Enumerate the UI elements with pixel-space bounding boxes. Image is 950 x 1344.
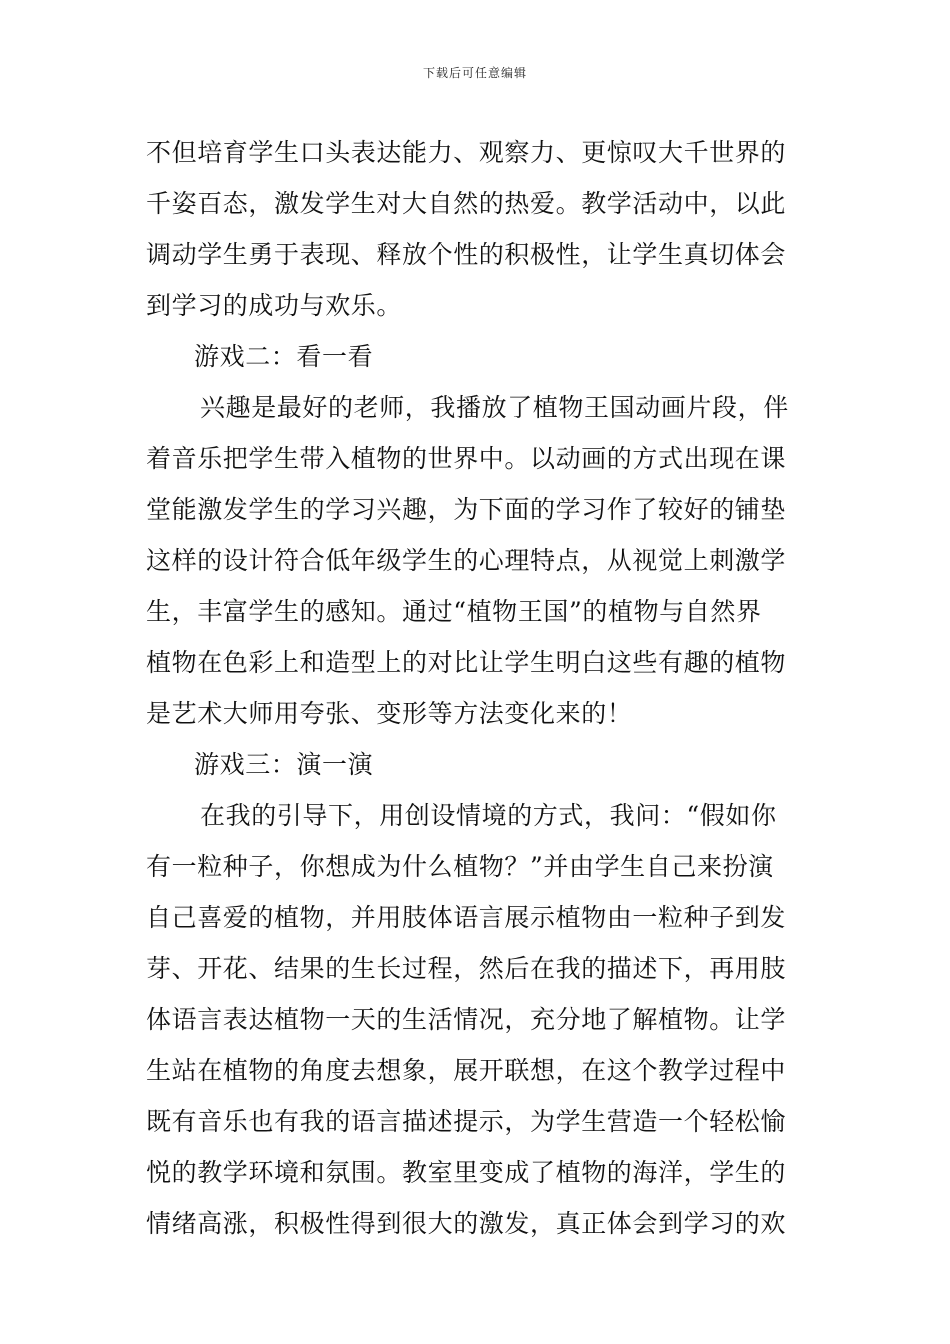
heading-line: 游戏二：看一看 xyxy=(194,342,374,371)
heading-line: 游戏三：演一演 xyxy=(194,750,374,779)
text-line: 既有音乐也有我的语言描述提示，为学生营造一个轻松愉 xyxy=(146,1107,787,1136)
text-line: 悦的教学环境和氛围。教室里变成了植物的海洋，学生的 xyxy=(146,1158,787,1187)
text-line: 这样的设计符合低年级学生的心理特点，从视觉上刺激学 xyxy=(146,546,787,575)
text-line: 着音乐把学生带入植物的世界中。以动画的方式出现在课 xyxy=(146,444,787,473)
paragraph-2 xyxy=(146,382,808,739)
text-line: 到学习的成功与欢乐。 xyxy=(146,291,403,320)
text-line: 兴趣是最好的老师，我播放了植物王国动画片段，伴 xyxy=(200,393,789,422)
section-heading-game-2 xyxy=(146,331,808,382)
text-line: 体语言表达植物一天的生活情况，充分地了解植物。让学 xyxy=(146,1005,787,1034)
section-heading-game-3 xyxy=(146,739,808,790)
paragraph-3 xyxy=(146,790,808,1249)
text-line: 情绪高涨，积极性得到很大的激发，真正体会到学习的欢 xyxy=(146,1209,787,1238)
text-line: 在我的引导下，用创设情境的方式，我问：“假如你 xyxy=(200,801,777,830)
text-line: 堂能激发学生的学习兴趣，为下面的学习作了较好的铺垫 xyxy=(146,495,787,524)
text-line: 调动学生勇于表现、释放个性的积极性，让学生真切体会 xyxy=(146,240,787,269)
text-line: 植物在色彩上和造型上的对比让学生明白这些有趣的植物 xyxy=(146,648,787,677)
text-line: 芽、开花、结果的生长过程，然后在我的描述下，再用肢 xyxy=(146,954,787,983)
page-header: 下载后可任意编辑 xyxy=(422,66,527,80)
paragraph-1 xyxy=(146,127,808,331)
text-line: 有一粒种子，你想成为什么植物？”并由学生自己来扮演 xyxy=(146,852,774,881)
text-line: 不但培育学生口头表达能力、观察力、更惊叹大千世界的 xyxy=(146,138,787,167)
text-line: 千姿百态，激发学生对大自然的热爱。教学活动中，以此 xyxy=(146,189,787,218)
text-line: 是艺术大师用夸张、变形等方法变化来的！ xyxy=(146,699,633,728)
text-line: 生站在植物的角度去想象，展开联想，在这个教学过程中 xyxy=(146,1056,787,1085)
text-line: 自己喜爱的植物，并用肢体语言展示植物由一粒种子到发 xyxy=(146,903,787,932)
document-body xyxy=(146,127,808,1249)
text-line: 生，丰富学生的感知。通过“植物王国”的植物与自然界 xyxy=(146,597,762,626)
